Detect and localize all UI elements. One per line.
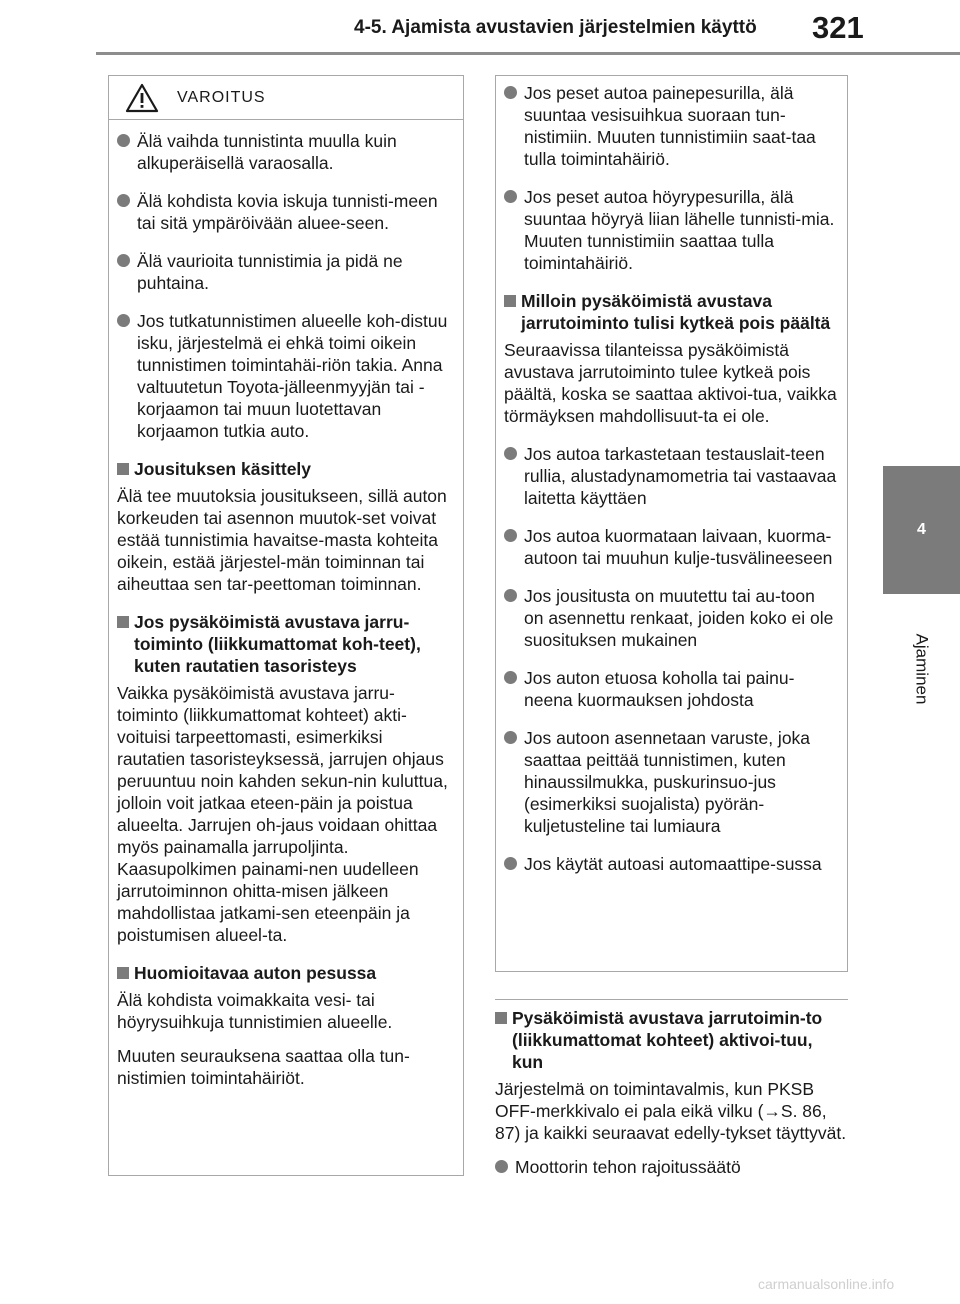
list-item	[117, 130, 453, 174]
chapter-tab-label-box	[883, 594, 960, 744]
chapter-tab-number: 4	[883, 466, 960, 594]
section-text: Muuten seurauksena saattaa olla tun-nistimien toimintahäiriöt.	[117, 1046, 410, 1088]
bullet-dot-icon	[504, 853, 524, 875]
page-header-title: 4-5. Ajamista avustavien järjestelmien käyttö	[354, 17, 757, 38]
bullet-text: Jos peset autoa höyrypesurilla, älä suuntaa höyryä liian lähelle tunnisti-mia. Muuten tunnistimiin saattaa tulla toimintahäiriö.	[524, 187, 835, 273]
list-item	[504, 667, 837, 711]
header-divider	[96, 52, 960, 55]
list-item	[117, 250, 453, 294]
square-bullet-icon	[117, 962, 134, 984]
section-heading-text: Jos pysäköimistä avustava jarru-toiminto (liikkumattomat koh-teet), kuten rautatien tasoristeys	[134, 612, 421, 676]
bullet-dot-icon	[504, 525, 524, 569]
bullet-text: Älä kohdista kovia iskuja tunnisti-meen tai sitä ympäröivään aluee-seen.	[137, 191, 438, 233]
section-heading-text: Milloin pysäköimistä avustava jarrutoiminto tulisi kytkeä pois päältä	[521, 291, 831, 333]
bullet-dot-icon	[504, 667, 524, 711]
section-text: Järjestelmä on toimintavalmis, kun PKSB OFF-merkkivalo ei pala eikä vilku (→S. 86, 87) ja kaikki seuraavat edelly-tykset täyttyvät.	[495, 1079, 847, 1143]
section-text: Älä tee muutoksia jousitukseen, sillä auton korkeuden tai asennon muutok-set voivat estää tunnistimia havaitse-masta kohteita oikein, estää järjestel-män toiminnan tai aiheuttaa sen tar-peettoman toiminnan.	[117, 486, 447, 594]
chapter-tab-label: Ajaminen	[912, 633, 932, 705]
bullet-dot-icon	[117, 310, 137, 442]
bullet-text: Älä vaihda tunnistinta muulla kuin alkuperäisellä varaosalla.	[137, 131, 397, 173]
square-bullet-icon	[504, 290, 521, 334]
section-heading	[117, 611, 453, 677]
list-item	[504, 727, 837, 837]
bullet-text: Jos autoon asennetaan varuste, joka saattaa peittää tunnistimen, kuten hinaussilmukka, puskurinsuo-jus (esimerkiksi suojalista) pyörän-kuljetusteline tai lumiaura	[524, 728, 811, 836]
list-item	[504, 82, 837, 170]
warning-content-right	[496, 76, 847, 875]
list-item	[117, 310, 453, 442]
section-divider	[495, 999, 848, 1000]
bullet-dot-icon	[504, 443, 524, 509]
section-text: Seuraavissa tilanteissa pysäköimistä avustava jarrutoiminto tulee kytkeä pois päältä, koska se saattaa aktivoi-tua, vaikka törmäyksen mahdollisuut-ta ei ole.	[504, 340, 837, 426]
square-bullet-icon	[495, 1007, 512, 1073]
warning-title: VAROITUS	[177, 88, 266, 106]
list-item	[504, 585, 837, 651]
section-heading	[117, 458, 453, 480]
section-text: Vaikka pysäköimistä avustava jarru-toiminto (liikkumattomat kohteet) akti-voituisi tarpeettomasti, esimerkiksi rautatien tasoristeyksessä, jarrujen ohjaus peruuntuu noin kahden sekun-nin kuluttua, jolloin voit jatkaa eteen-päin ja poistua alueelta. Jarrujen oh-jaus voidaan ohittaa myös painamalla jarrupoljinta. Kaasupolkimen painami-nen uudelleen jarrutoiminnon ohitta-misen jälkeen mahdollistaa jatkami-sen eteenpäin ja poistumisen alueel-ta.	[117, 683, 448, 945]
list-item	[504, 443, 837, 509]
page-number: 321	[812, 10, 864, 45]
list-item	[495, 1156, 848, 1178]
bullet-text: Jos auton etuosa koholla tai painu-neena kuormauksen johdosta	[524, 668, 795, 710]
section-heading	[504, 290, 837, 334]
activation-section	[495, 1007, 848, 1194]
bullet-dot-icon	[495, 1156, 515, 1178]
section-heading	[495, 1007, 848, 1073]
watermark-text: carmanualsonline.info	[758, 1276, 895, 1292]
bullet-text: Jos jousitusta on muutettu tai au-toon on asennettu renkaat, joiden koko ei ole suosituksen mukainen	[524, 586, 834, 650]
square-bullet-icon	[117, 458, 134, 480]
section-heading-text: Pysäköimistä avustava jarrutoimin-to (liikkumattomat kohteet) aktivoi-tuu, kun	[512, 1008, 823, 1072]
list-item	[504, 186, 837, 274]
bullet-text: Jos autoa kuormataan laivaan, kuorma-autoon tai muuhun kulje-tusvälineeseen	[524, 526, 833, 568]
list-item	[504, 525, 837, 569]
bullet-dot-icon	[504, 186, 524, 274]
warning-box-left	[108, 75, 464, 1176]
warning-triangle-icon	[125, 83, 159, 113]
section-text: Älä kohdista voimakkaita vesi- tai höyrysuihkuja tunnistimien alueelle.	[117, 990, 393, 1032]
warning-content-left	[109, 120, 463, 1089]
section-heading-text: Huomioitavaa auton pesussa	[134, 963, 377, 983]
list-item	[504, 853, 837, 875]
square-bullet-icon	[117, 611, 134, 677]
bullet-dot-icon	[504, 82, 524, 170]
bullet-dot-icon	[504, 727, 524, 837]
list-item	[117, 190, 453, 234]
bullet-text: Jos peset autoa painepesurilla, älä suuntaa vesisuihkua suoraan tun-nistimiin. Muuten tunnistimiin saat-taa tulla toimintahäiriö.	[524, 83, 816, 169]
warning-box-right	[495, 75, 848, 972]
bullet-dot-icon	[117, 130, 137, 174]
warning-header	[109, 76, 463, 120]
bullet-text: Jos käytät autoasi automaattipe-sussa	[524, 854, 822, 874]
bullet-text: Jos autoa tarkastetaan testauslait-teen rullia, alustadynamometria tai vastaavaa laitetta käyttäen	[524, 444, 837, 508]
section-heading	[117, 962, 453, 984]
bullet-dot-icon	[504, 585, 524, 651]
bullet-text: Moottorin tehon rajoitussäätö	[515, 1157, 741, 1177]
bullet-dot-icon	[117, 250, 137, 294]
section-heading-text: Jousituksen käsittely	[134, 459, 312, 479]
bullet-text: Älä vaurioita tunnistimia ja pidä ne puhtaina.	[137, 251, 403, 293]
bullet-text: Jos tutkatunnistimen alueelle koh-distuu isku, järjestelmä ei ehkä toimi oikein tunnistimen toimintahäi-riön takia. Anna valtuutetun Toyota-jälleenmyyjän tai -korjaamon tai muun luotettavan korjaamon tutkia auto.	[137, 311, 448, 441]
bullet-dot-icon	[117, 190, 137, 234]
